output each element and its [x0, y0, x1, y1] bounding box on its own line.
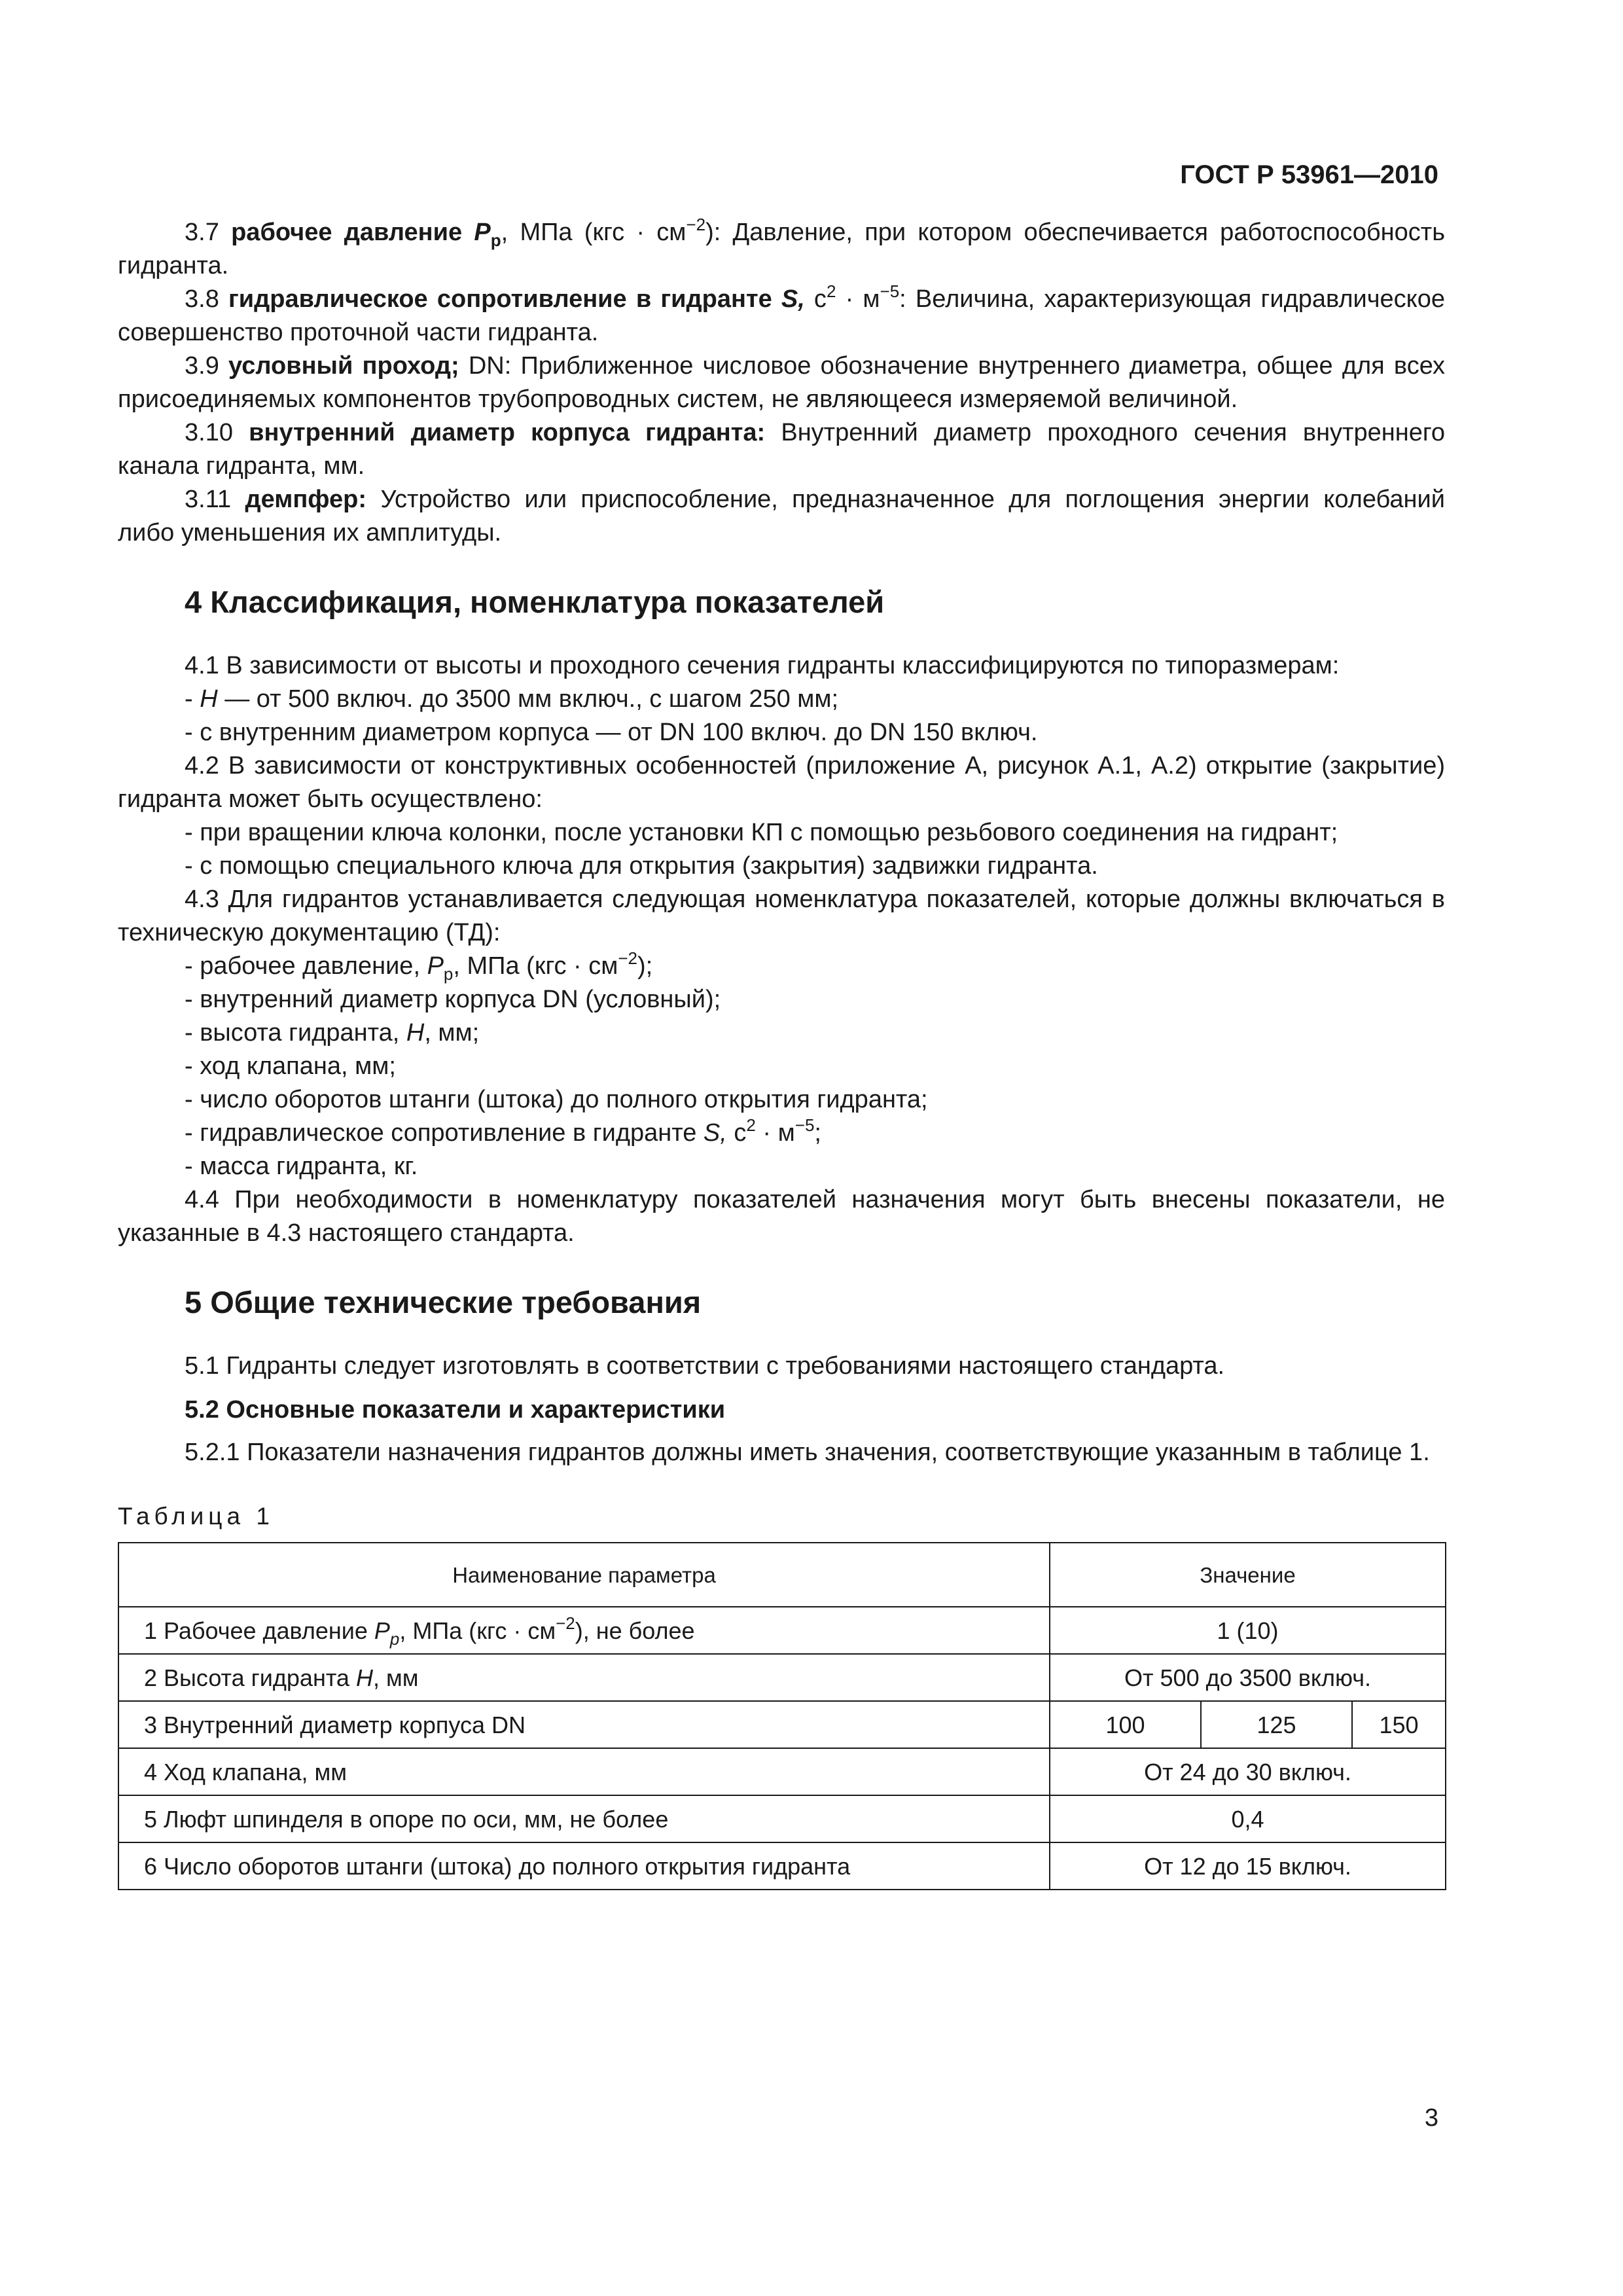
- clause-4-2: 4.2 В зависимости от конструктивных особенностей (приложение А, рисунок А.1, А.2) открытие (закрытие) гидранта может быть осуществлено:: [118, 752, 1445, 813]
- parameter-cell: 3 Внутренний диаметр корпуса DN: [118, 1701, 1050, 1748]
- value-cell: От 12 до 15 включ.: [1050, 1842, 1446, 1890]
- clause-5-2-1: 5.2.1 Показатели назначения гидрантов должны иметь значения, соответствующие указанным в таблице 1.: [185, 1439, 1430, 1466]
- clause-3-9: 3.9 условный проход; DN: Приближенное числовое обозначение внутреннего диаметра, общее для всех присоединяемых компонентов трубопроводных систем, не являющееся измеряемой величиной.: [118, 352, 1445, 413]
- symbol: S,: [781, 285, 805, 313]
- term: внутренний диаметр корпуса гидранта:: [249, 419, 766, 446]
- list-item: - внутренний диаметр корпуса DN (условный);: [185, 986, 721, 1013]
- subsection-5-2-heading: 5.2 Основные показатели и характеристики: [185, 1396, 726, 1424]
- list-item: - число оборотов штанги (штока) до полного открытия гидранта;: [185, 1086, 928, 1113]
- column-header-parameter: Наименование параметра: [118, 1543, 1050, 1607]
- value-cell: 150: [1352, 1701, 1446, 1748]
- symbol: S,: [703, 1119, 727, 1147]
- parameter-cell: 2 Высота гидранта H, мм: [118, 1654, 1050, 1701]
- clause-5-1: 5.1 Гидранты следует изготовлять в соответствии с требованиями настоящего стандарта.: [185, 1352, 1225, 1380]
- value-cell: 125: [1201, 1701, 1352, 1748]
- clause-4-3: 4.3 Для гидрантов устанавливается следующая номенклатура показателей, которые должны включаться в техническую документацию (ТД):: [118, 886, 1445, 946]
- table-caption: Таблица 1: [118, 1503, 274, 1530]
- table-header-row: [118, 1543, 1446, 1607]
- list-item: - гидравлическое сопротивление в гидранте S, $с^2 \cdot м^{-5}$;: [185, 1115, 821, 1147]
- section-4-heading: 4 Классификация, номенклатура показателей: [185, 584, 885, 619]
- symbol: H: [406, 1019, 425, 1047]
- list-item: - рабочее давление, $P_р$, МПа $(кгс \cdot см^{-2})$;: [185, 948, 653, 984]
- value-cell: От 500 до 3500 включ.: [1050, 1654, 1446, 1701]
- superscript: −2: [556, 1613, 575, 1633]
- superscript: −2: [618, 948, 638, 968]
- value-cell: От 24 до 30 включ.: [1050, 1748, 1446, 1795]
- clause-4-4: 4.4 При необходимости в номенклатуру показателей назначения могут быть внесены показатели, не указанные в 4.3 настоящего стандарта.: [118, 1186, 1445, 1247]
- clause-4-1: 4.1 В зависимости от высоты и проходного сечения гидранты классифицируются по типоразмерам:: [185, 652, 1340, 679]
- parameter-cell: 4 Ход клапана, мм: [118, 1748, 1050, 1795]
- column-header-value: Значение: [1050, 1543, 1446, 1607]
- superscript: −2: [686, 215, 706, 234]
- list-item: - с помощью специального ключа для открытия (закрытия) задвижки гидранта.: [185, 852, 1098, 880]
- symbol: P: [474, 219, 491, 246]
- table-row: [118, 1748, 1446, 1795]
- parameter-cell: 5 Люфт шпинделя в опоре по оси, мм, не более: [118, 1795, 1050, 1842]
- list-item: - с внутренним диаметром корпуса — от DN 100 включ. до DN 150 включ.: [185, 719, 1038, 746]
- table-1: [118, 1542, 1446, 1890]
- subscript: р: [490, 230, 501, 250]
- subscript: р: [389, 1628, 400, 1649]
- table-row: [118, 1654, 1446, 1701]
- symbol: P: [427, 952, 444, 980]
- superscript: 2: [746, 1115, 756, 1135]
- list-item: - масса гидранта, кг.: [185, 1153, 418, 1180]
- value-cell: 1 (10): [1050, 1607, 1446, 1654]
- document-body: [118, 216, 1445, 1890]
- parameter-cell: 1 Рабочее давление $P_р$, МПа $(кгс \cdot см^{-2})$, не более: [118, 1607, 1050, 1654]
- document-id: ГОСТ Р 53961—2010: [1180, 160, 1438, 189]
- term: рабочее давление: [231, 219, 474, 246]
- table-row: [118, 1701, 1446, 1748]
- table-row: [118, 1795, 1446, 1842]
- table-row: [118, 1607, 1446, 1654]
- clause-3-11: 3.11 демпфер: Устройство или приспособление, предназначенное для поглощения энергии колебаний либо уменьшения их амплитуды.: [118, 486, 1445, 547]
- table-row: [118, 1842, 1446, 1890]
- list-item: - ход клапана, мм;: [185, 1052, 396, 1080]
- superscript: 2: [826, 281, 836, 301]
- symbol: H: [355, 1664, 373, 1691]
- symbol: P: [374, 1617, 390, 1644]
- value-cell: 100: [1050, 1701, 1201, 1748]
- clause-3-8: 3.8 гидравлическое сопротивление в гидранте S, $с^2 \cdot м^{-5}$: Величина, характеризующая гидравлическое совершенство проточной части гидранта.: [118, 281, 1445, 346]
- term: гидравлическое сопротивление в гидранте: [228, 285, 781, 313]
- clause-3-7: 3.7 рабочее давление $P_р$, МПа $(кгс \cdot см^{-2})$: Давление, при котором обеспечивается работоспособность гидранта.: [118, 215, 1445, 279]
- list-item: - H — от 500 включ. до 3500 мм включ., с шагом 250 мм;: [185, 685, 839, 713]
- term: демпфер:: [245, 486, 367, 513]
- clause-3-10: 3.10 внутренний диаметр корпуса гидранта: Внутренний диаметр проходного сечения внутреннего канала гидранта, мм.: [118, 419, 1445, 480]
- list-item: - высота гидранта, H, мм;: [185, 1019, 480, 1047]
- list-item: - при вращении ключа колонки, после установки КП с помощью резьбового соединения на гидрант;: [185, 819, 1338, 846]
- value-cell: 0,4: [1050, 1795, 1446, 1842]
- page-number: 3: [1424, 2104, 1438, 2132]
- parameter-cell: 6 Число оборотов штанги (штока) до полного открытия гидранта: [118, 1842, 1050, 1890]
- superscript: −5: [880, 281, 900, 301]
- section-5-heading: 5 Общие технические требования: [185, 1285, 702, 1319]
- superscript: −5: [794, 1115, 815, 1135]
- term: условный проход;: [228, 352, 459, 380]
- subscript: р: [443, 964, 454, 984]
- symbol: H: [200, 685, 218, 713]
